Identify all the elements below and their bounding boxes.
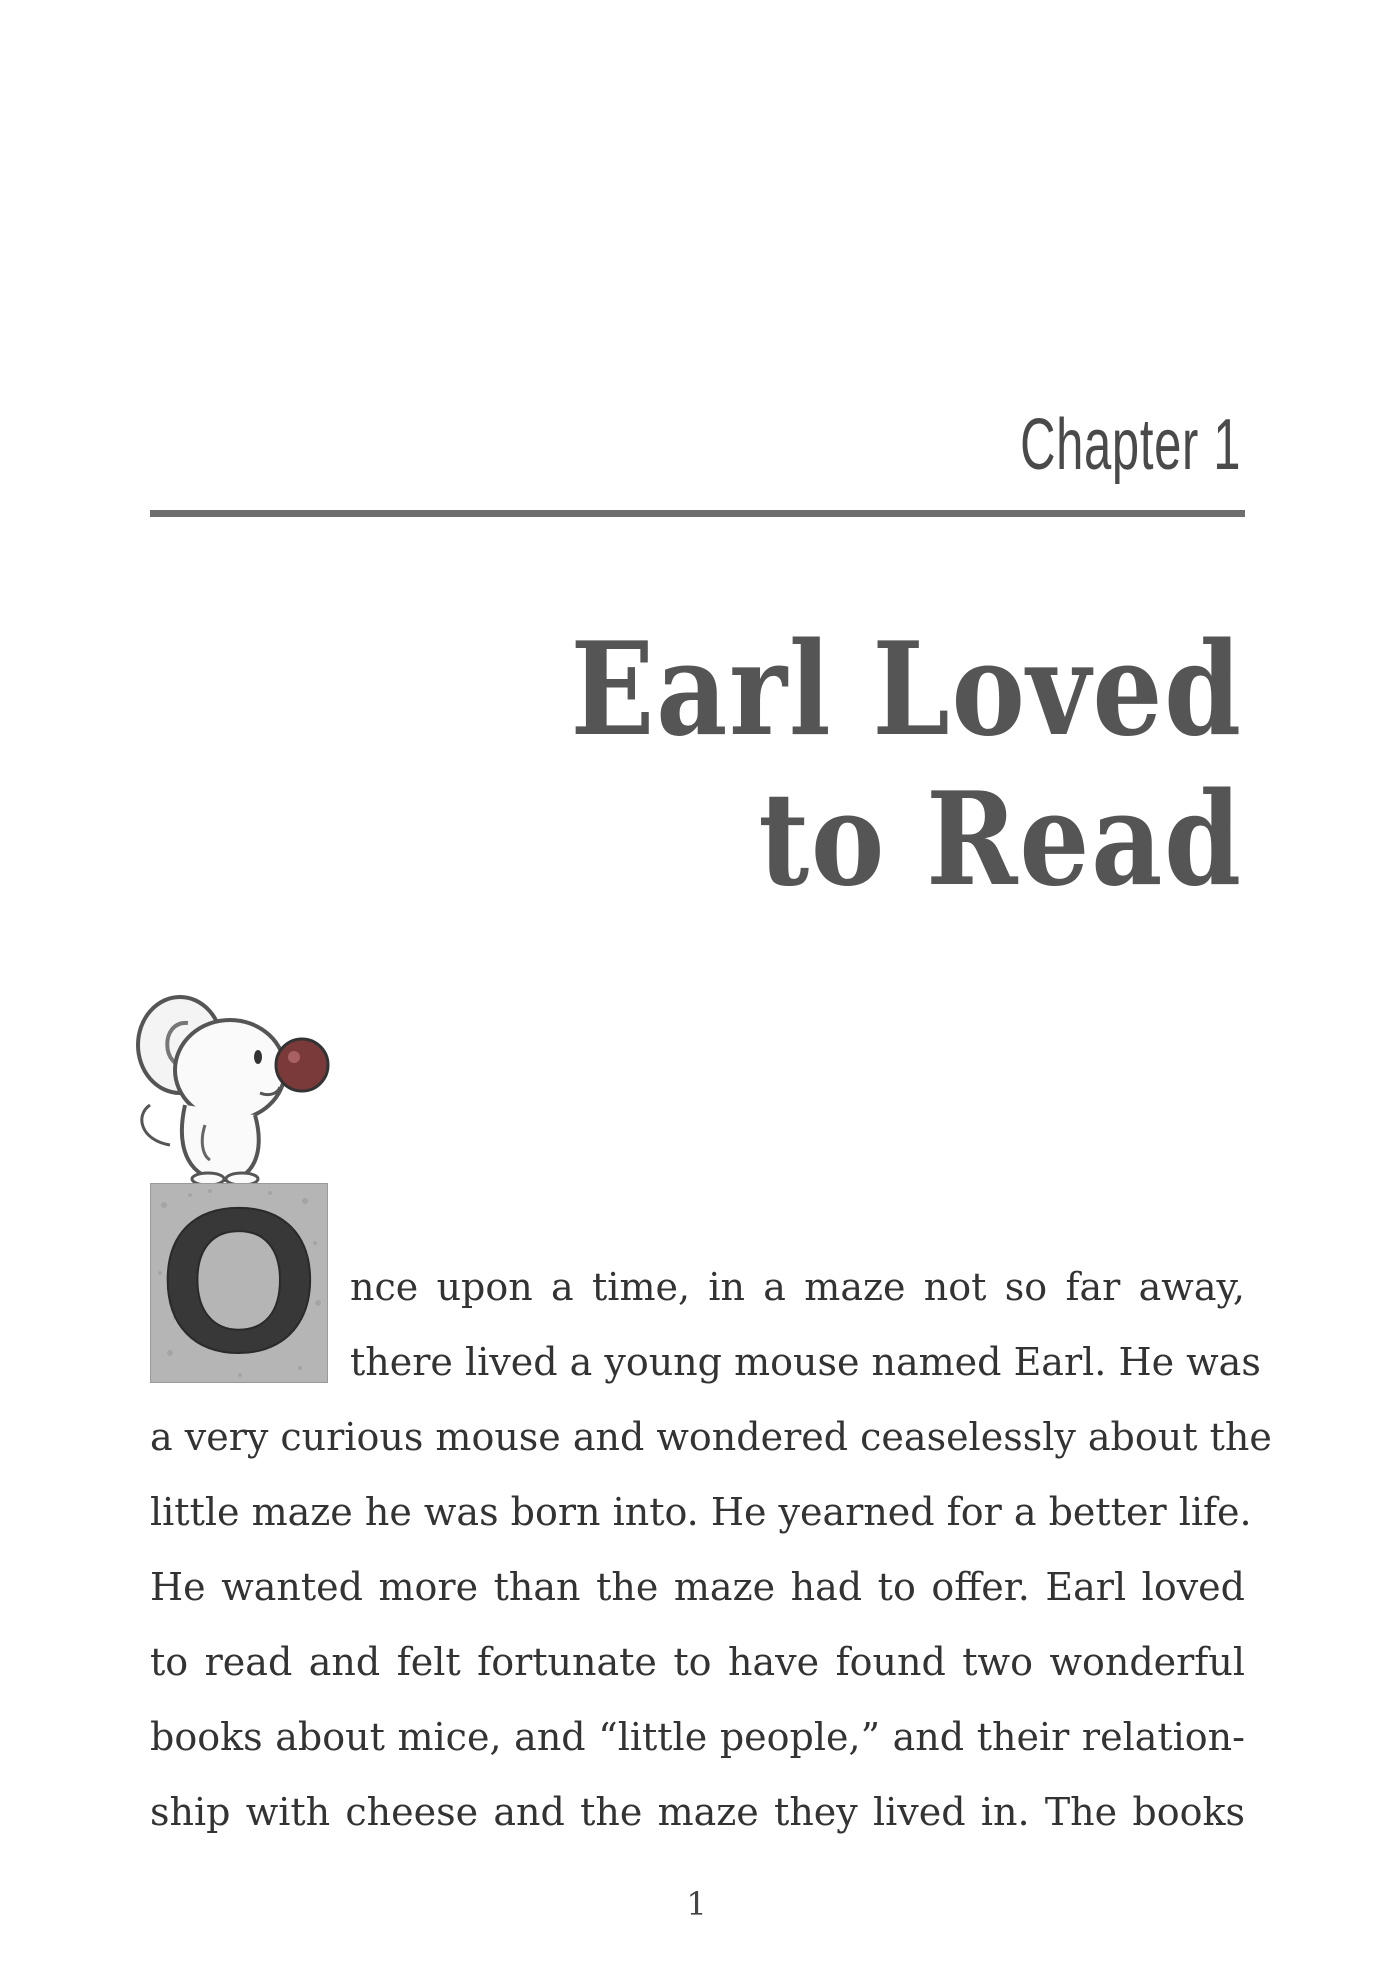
body-line-6: to read and felt fortunate to have found two wonderful [150,1640,1245,1684]
chapter-divider [150,510,1245,517]
dropcap-letter: O [159,1183,319,1383]
body-text [150,1250,1272,1850]
chapter-label: Chapter 1 [1019,405,1241,485]
body-line-3: a very curious mouse and wondered ceaselessly about the [150,1415,1272,1459]
body-line-4: little maze he was born into. He yearned for a better life. [150,1490,1252,1534]
mouse-illustration [130,975,350,1185]
chapter-title [571,615,1243,915]
chapter-title-line-2: to Read [758,765,1243,915]
body-line-1: nce upon a time, in a maze not so far away, [350,1265,1245,1309]
body-line-7: books about mice, and “little people,” and their relation- [150,1715,1245,1759]
page-number: 1 [686,1885,707,1923]
body-line-2: there lived a young mouse named Earl. He was [350,1340,1261,1384]
body-line-5: He wanted more than the maze had to offer. Earl loved [150,1565,1245,1609]
chapter-title-line-1: Earl Loved [570,615,1243,765]
body-line-8: ship with cheese and the maze they lived in. The books [150,1790,1245,1834]
